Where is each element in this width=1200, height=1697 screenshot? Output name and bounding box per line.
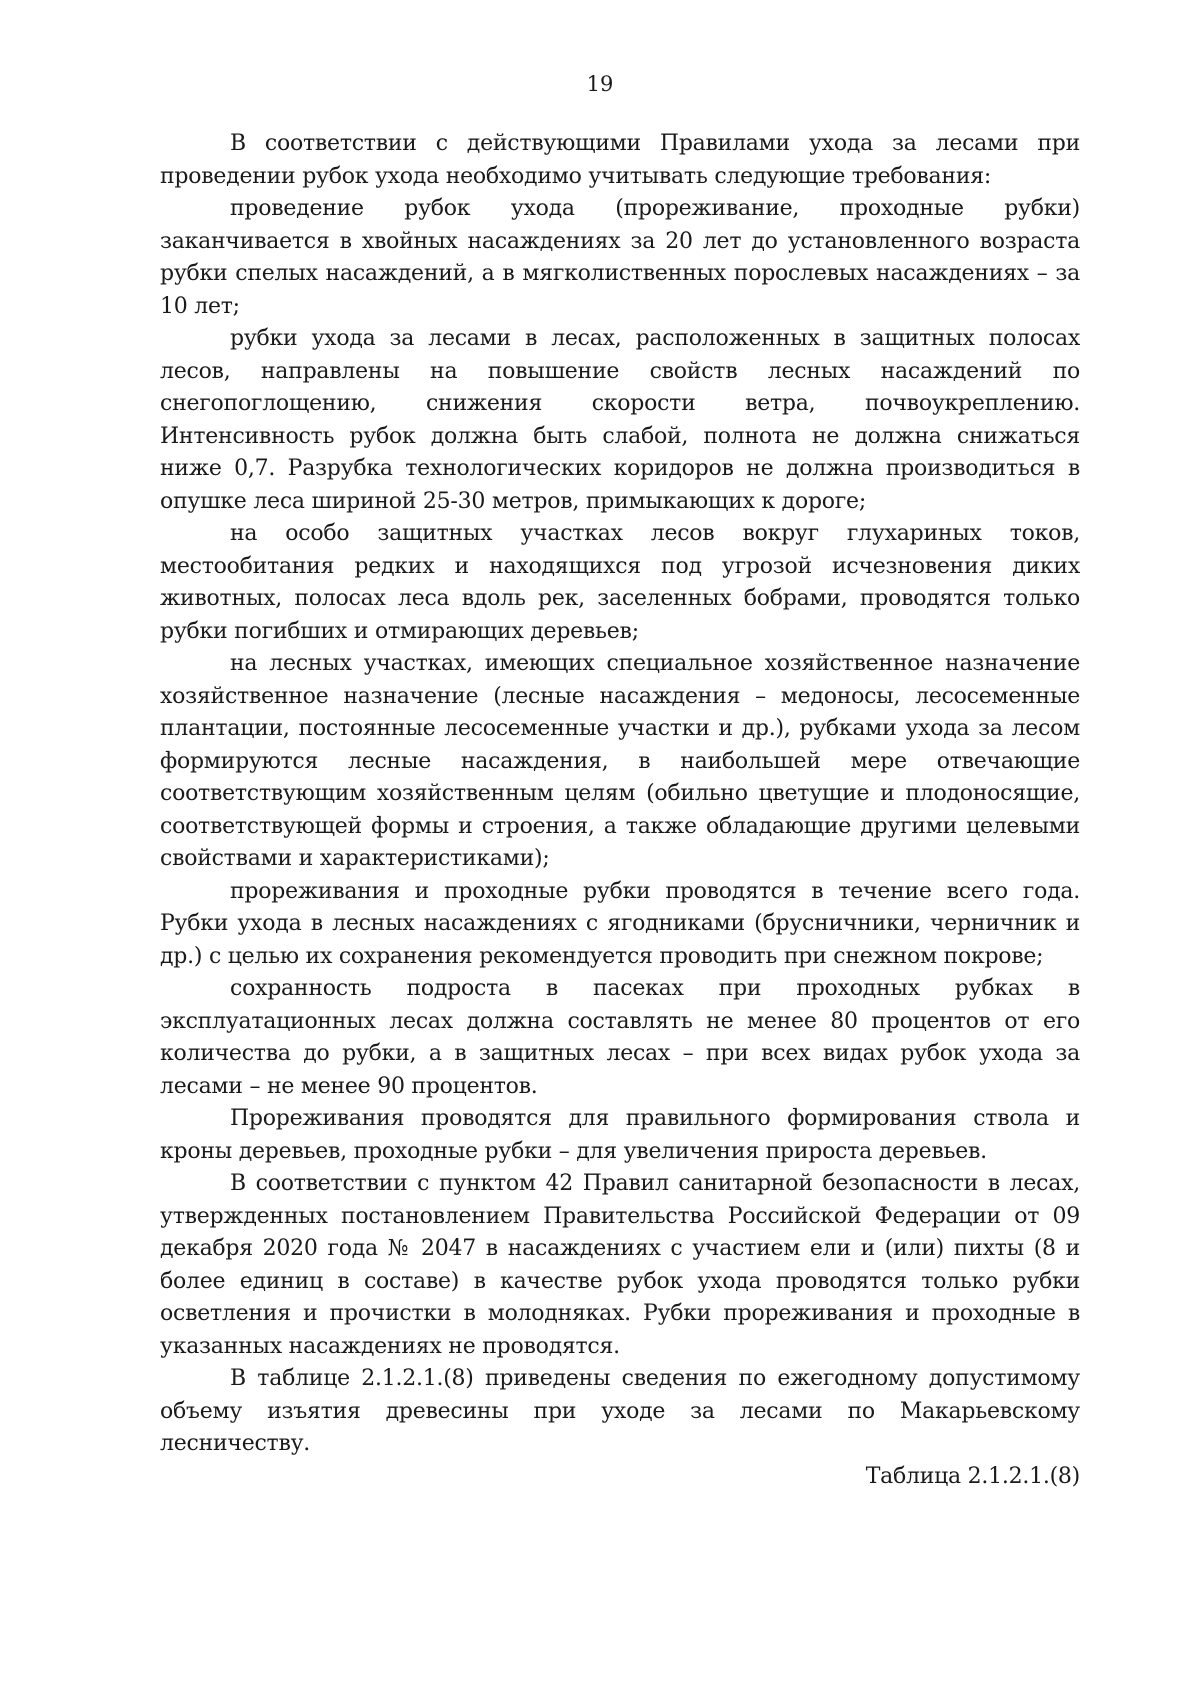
paragraph-season: прореживания и проходные рубки проводятся в течение всего года. Рубки ухода в лесных насаждениях с ягодниками (брусничники, черничник и др.) с целью их сохранения рекомендуется проводить при снежном покрове;: [160, 878, 1080, 969]
paragraph-undergrowth-preservation: сохранность подроста в пасеках при проходных рубках в эксплуатационных лесах должна составлять не менее 80 процентов от его количества до рубки, а в защитных лесах – при всех видах рубок ухода за лесами – не менее 90 процентов.: [160, 976, 1080, 1099]
body-text: [160, 128, 1080, 1493]
paragraph-thinning-deadline: проведение рубок ухода (прореживание, проходные рубки) заканчивается в хвойных насаждениях за 20 лет до установленного возраста рубки спелых насаждений, а в мягколиственных порослевых насаждениях – за 10 лет;: [160, 196, 1080, 319]
paragraph-sanitary-rules: В соответствии с пунктом 42 Правил санитарной безопасности в лесах, утвержденных постановлением Правительства Российской Федерации от 09 декабря 2020 года № 2047 в насаждениях с участием ели и (или) пихты (8 и более единиц в составе) в качестве рубок ухода проводятся только рубки осветления и прочистки в молодняках. Рубки прореживания и проходные в указанных насаждениях не проводятся.: [160, 1171, 1080, 1359]
paragraph-special-protection-areas: на особо защитных участках лесов вокруг глухариных токов, местообитания редких и находящихся под угрозой исчезновения диких животных, полосах леса вдоль рек, заселенных бобрами, проводятся только рубки погибших и отмирающих деревьев;: [160, 521, 1080, 644]
paragraph-table-reference: В таблице 2.1.2.1.(8) приведены сведения по ежегодному допустимому объему изъятия древесины при уходе за лесами по Макарьевскому лесничеству.: [160, 1366, 1080, 1456]
paragraph-purpose: Прореживания проводятся для правильного формирования ствола и кроны деревьев, проходные рубки – для увеличения прироста деревьев.: [160, 1106, 1080, 1164]
paragraph-protective-strips: рубки ухода за лесами в лесах, расположенных в защитных полосах лесов, направлены на повышение свойств лесных насаждений по снегопоглощению, снижения скорости ветра, почвоукреплению. Интенсивность рубок должна быть слабой, полнота не должна снижаться ниже 0,7. Разрубка технологических коридоров не должна производиться в опушке леса шириной 25-30 метров, примыкающих к дороге;: [160, 326, 1080, 514]
paragraph-intro: В соответствии с действующими Правилами ухода за лесами при проведении рубок ухода необходимо учитывать следующие требования:: [160, 131, 1080, 189]
page-number: 19: [586, 72, 614, 96]
paragraph-special-purpose-plots: на лесных участках, имеющих специальное хозяйственное назначение хозяйственное назначение (лесные насаждения – медоносы, лесосеменные плантации, постоянные лесосеменные участки и др.), рубками ухода за лесом формируются лесные насаждения, в наибольшей мере отвечающие соответствующим хозяйственным целям (обильно цветущие и плодоносящие, соответствующей формы и строения, а также обладающие другими целевыми свойствами и характеристиками);: [160, 651, 1080, 871]
table-caption: Таблица 2.1.2.1.(8): [865, 1463, 1080, 1489]
